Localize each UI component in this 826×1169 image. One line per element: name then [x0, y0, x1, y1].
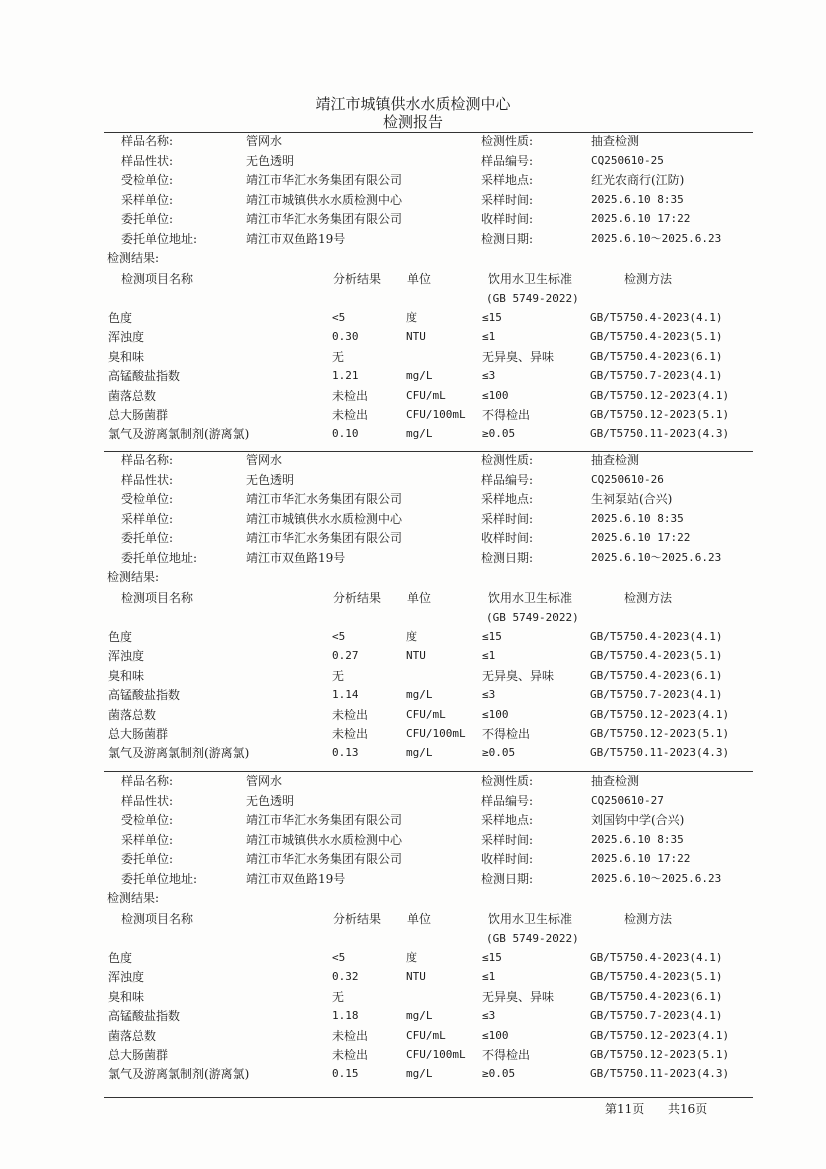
- info-value-sampling-site: 生祠泵站(合兴): [591, 492, 673, 506]
- col-header-standard-code: (GB 5749-2022): [486, 932, 579, 945]
- info-value-sample-property: 无色透明: [246, 472, 295, 487]
- row-method: GB/T5750.4-2023(5.1): [590, 649, 723, 663]
- col-header-result: 分析结果: [333, 912, 382, 926]
- row-result: 0.10: [332, 427, 359, 441]
- row-item: 色度: [108, 311, 133, 325]
- col-header-standard-code: (GB 5749-2022): [486, 292, 579, 305]
- row-item: 氯气及游离氯制剂(游离氯): [108, 746, 250, 761]
- row-item: 色度: [108, 951, 133, 965]
- row-method: GB/T5750.12-2023(5.1): [590, 408, 730, 421]
- row-unit: mg/L: [406, 369, 433, 383]
- row-item: 色度: [108, 630, 133, 644]
- results-label: 检测结果:: [107, 891, 160, 905]
- bottom-rule: [104, 1097, 753, 1098]
- row-result: 未检出: [332, 1028, 369, 1043]
- row-result: 0.15: [332, 1067, 359, 1081]
- row-standard: ≥0.05: [482, 427, 516, 441]
- col-header-result: 分析结果: [333, 591, 382, 605]
- info-label-sampling-site: 采样地点:: [481, 492, 534, 506]
- info-label-entrust-unit: 委托单位:: [121, 852, 174, 866]
- row-result: 未检出: [332, 707, 369, 722]
- section-divider-2: [104, 771, 753, 772]
- col-header-item: 检测项目名称: [121, 912, 194, 926]
- info-value-sample-property: 无色透明: [246, 153, 295, 168]
- row-method: GB/T5750.11-2023(4.3): [590, 1067, 730, 1081]
- info-label-test-nature: 检测性质:: [481, 134, 534, 148]
- info-label-sample-no: 样品编号:: [481, 793, 534, 808]
- row-unit: CFU/100mL: [406, 1048, 466, 1061]
- row-standard: 无异臭、异味: [482, 349, 555, 364]
- info-value-sample-name: 管网水: [246, 134, 283, 148]
- info-value-sampling-site: 红光农商行(江防): [591, 173, 685, 187]
- info-label-sample-name: 样品名称:: [121, 774, 174, 788]
- info-label-sampling-unit: 采样单位:: [121, 511, 174, 526]
- info-value-sampling-site: 刘国钧中学(合兴): [591, 813, 685, 827]
- row-result: 0.32: [332, 970, 359, 984]
- info-value-sampling-unit: 靖江市城镇供水水质检测中心: [246, 832, 403, 847]
- row-method: GB/T5750.4-2023(6.1): [590, 668, 723, 682]
- row-result: <5: [332, 951, 346, 964]
- row-method: GB/T5750.4-2023(4.1): [590, 630, 723, 643]
- row-item: 菌落总数: [108, 1028, 157, 1043]
- row-standard: ≤1: [482, 970, 496, 984]
- info-label-sample-no: 样品编号:: [481, 472, 534, 487]
- top-rule: [104, 132, 753, 133]
- col-header-method: 检测方法: [624, 591, 673, 605]
- info-value-entrust-unit: 靖江市华汇水务集团有限公司: [246, 212, 403, 226]
- row-unit: mg/L: [406, 746, 433, 760]
- row-result: 未检出: [332, 727, 369, 741]
- row-result: 无: [332, 668, 345, 683]
- info-value-entrust-unit: 靖江市华汇水务集团有限公司: [246, 531, 403, 545]
- row-standard: 无异臭、异味: [482, 668, 555, 683]
- info-label-test-date: 检测日期:: [481, 231, 534, 246]
- info-value-test-date: 2025.6.10～2025.6.23: [591, 550, 722, 564]
- row-method: GB/T5750.12-2023(4.1): [590, 707, 730, 721]
- row-standard: ≤3: [482, 369, 496, 383]
- info-value-test-nature: 抽查检测: [591, 134, 640, 148]
- info-value-sample-property: 无色透明: [246, 793, 295, 808]
- row-standard: ≤100: [482, 388, 509, 402]
- row-method: GB/T5750.11-2023(4.3): [590, 427, 730, 441]
- section-divider-1: [104, 451, 753, 452]
- row-item: 浑浊度: [108, 649, 145, 664]
- row-standard: 不得检出: [482, 727, 531, 741]
- row-unit: mg/L: [406, 427, 433, 441]
- row-result: 未检出: [332, 408, 369, 422]
- row-standard: 不得检出: [482, 1048, 531, 1062]
- row-item: 总大肠菌群: [108, 408, 169, 422]
- info-label-sample-property: 样品性状:: [121, 793, 174, 808]
- info-value-entrust-address: 靖江市双鱼路19号: [246, 871, 346, 886]
- row-unit: NTU: [406, 649, 426, 663]
- info-label-inspected-unit: 受检单位:: [121, 813, 174, 827]
- row-item: 臭和味: [108, 349, 145, 364]
- row-result: <5: [332, 311, 346, 324]
- info-value-entrust-address: 靖江市双鱼路19号: [246, 550, 346, 565]
- col-header-method: 检测方法: [624, 912, 673, 926]
- info-label-test-nature: 检测性质:: [481, 774, 534, 788]
- row-standard: ≤100: [482, 707, 509, 721]
- row-result: 1.14: [332, 688, 359, 702]
- info-label-entrust-unit: 委托单位:: [121, 212, 174, 226]
- row-unit: mg/L: [406, 688, 433, 702]
- row-method: GB/T5750.7-2023(4.1): [590, 369, 723, 383]
- info-value-inspected-unit: 靖江市华汇水务集团有限公司: [246, 813, 403, 827]
- row-standard: 无异臭、异味: [482, 989, 555, 1004]
- info-value-sampling-unit: 靖江市城镇供水水质检测中心: [246, 511, 403, 526]
- row-method: GB/T5750.7-2023(4.1): [590, 1009, 723, 1023]
- row-item: 菌落总数: [108, 707, 157, 722]
- info-label-sample-name: 样品名称:: [121, 453, 174, 467]
- row-item: 浑浊度: [108, 330, 145, 345]
- info-value-sample-no: CQ250610-26: [591, 472, 664, 486]
- row-unit: mg/L: [406, 1067, 433, 1081]
- info-label-sampling-time: 采样时间:: [481, 511, 534, 526]
- row-method: GB/T5750.4-2023(6.1): [590, 349, 723, 363]
- col-header-standard: 饮用水卫生标准: [488, 272, 573, 286]
- info-value-receive-time: 2025.6.10 17:22: [591, 531, 691, 544]
- row-item: 菌落总数: [108, 388, 157, 403]
- col-header-standard: 饮用水卫生标准: [488, 591, 573, 605]
- row-standard: ≤3: [482, 1009, 496, 1023]
- row-result: <5: [332, 630, 346, 643]
- info-label-sampling-time: 采样时间:: [481, 832, 534, 847]
- row-standard: ≤100: [482, 1028, 509, 1042]
- row-method: GB/T5750.12-2023(4.1): [590, 1028, 730, 1042]
- row-item: 总大肠菌群: [108, 727, 169, 741]
- row-result: 无: [332, 349, 345, 364]
- info-label-test-date: 检测日期:: [481, 871, 534, 886]
- info-value-sampling-time: 2025.6.10 8:35: [591, 192, 684, 206]
- col-header-standard: 饮用水卫生标准: [488, 912, 573, 926]
- info-value-sample-name: 管网水: [246, 453, 283, 467]
- row-standard: ≥0.05: [482, 746, 516, 760]
- info-label-entrust-address: 委托单位地址:: [121, 550, 198, 565]
- info-label-receive-time: 收样时间:: [481, 212, 534, 226]
- row-result: 1.21: [332, 369, 359, 383]
- row-unit: 度: [406, 630, 417, 643]
- row-standard: ≤1: [482, 330, 496, 344]
- info-value-inspected-unit: 靖江市华汇水务集团有限公司: [246, 492, 403, 506]
- info-label-sampling-site: 采样地点:: [481, 173, 534, 187]
- info-value-entrust-address: 靖江市双鱼路19号: [246, 231, 346, 246]
- info-label-sampling-time: 采样时间:: [481, 192, 534, 207]
- row-item: 氯气及游离氯制剂(游离氯): [108, 427, 250, 442]
- info-value-sample-name: 管网水: [246, 774, 283, 788]
- row-method: GB/T5750.4-2023(4.1): [590, 311, 723, 324]
- row-unit: 度: [406, 951, 417, 964]
- row-item: 浑浊度: [108, 970, 145, 985]
- info-label-inspected-unit: 受检单位:: [121, 492, 174, 506]
- info-label-sampling-unit: 采样单位:: [121, 192, 174, 207]
- row-method: GB/T5750.12-2023(5.1): [590, 1048, 730, 1061]
- row-item: 高锰酸盐指数: [108, 688, 181, 703]
- info-label-sampling-unit: 采样单位:: [121, 832, 174, 847]
- info-label-receive-time: 收样时间:: [481, 531, 534, 545]
- col-header-standard-code: (GB 5749-2022): [486, 611, 579, 624]
- row-method: GB/T5750.12-2023(5.1): [590, 727, 730, 740]
- row-item: 高锰酸盐指数: [108, 369, 181, 384]
- info-value-test-nature: 抽查检测: [591, 774, 640, 788]
- row-standard: ≥0.05: [482, 1067, 516, 1081]
- row-unit: CFU/mL: [406, 707, 446, 721]
- info-value-test-date: 2025.6.10～2025.6.23: [591, 231, 722, 245]
- row-item: 高锰酸盐指数: [108, 1009, 181, 1024]
- row-method: GB/T5750.7-2023(4.1): [590, 688, 723, 702]
- row-unit: NTU: [406, 330, 426, 344]
- row-standard: ≤1: [482, 649, 496, 663]
- info-value-sampling-time: 2025.6.10 8:35: [591, 832, 684, 846]
- org-title: 靖江市城镇供水水质检测中心: [315, 95, 511, 113]
- info-label-entrust-address: 委托单位地址:: [121, 231, 198, 246]
- row-result: 无: [332, 989, 345, 1004]
- row-method: GB/T5750.4-2023(4.1): [590, 951, 723, 964]
- col-header-unit: 单位: [407, 591, 432, 605]
- row-unit: NTU: [406, 970, 426, 984]
- row-method: GB/T5750.4-2023(6.1): [590, 989, 723, 1003]
- col-header-method: 检测方法: [624, 272, 673, 286]
- col-header-result: 分析结果: [333, 272, 382, 286]
- page-total: 共16页: [668, 1102, 708, 1116]
- row-unit: CFU/100mL: [406, 727, 466, 740]
- info-label-sample-property: 样品性状:: [121, 472, 174, 487]
- info-label-test-date: 检测日期:: [481, 550, 534, 565]
- row-item: 氯气及游离氯制剂(游离氯): [108, 1067, 250, 1082]
- row-result: 1.18: [332, 1009, 359, 1023]
- row-method: GB/T5750.11-2023(4.3): [590, 746, 730, 760]
- row-standard: 不得检出: [482, 408, 531, 422]
- info-value-receive-time: 2025.6.10 17:22: [591, 852, 691, 865]
- row-standard: ≤15: [482, 951, 502, 964]
- info-value-test-nature: 抽查检测: [591, 453, 640, 467]
- row-result: 0.30: [332, 330, 359, 344]
- col-header-item: 检测项目名称: [121, 591, 194, 605]
- row-unit: CFU/mL: [406, 388, 446, 402]
- info-label-sample-property: 样品性状:: [121, 153, 174, 168]
- row-standard: ≤3: [482, 688, 496, 702]
- info-label-sample-name: 样品名称:: [121, 134, 174, 148]
- row-method: GB/T5750.4-2023(5.1): [590, 330, 723, 344]
- row-item: 总大肠菌群: [108, 1048, 169, 1062]
- row-result: 未检出: [332, 1048, 369, 1062]
- row-unit: CFU/100mL: [406, 408, 466, 421]
- results-label: 检测结果:: [107, 251, 160, 265]
- row-standard: ≤15: [482, 630, 502, 643]
- info-value-sample-no: CQ250610-25: [591, 153, 664, 167]
- row-item: 臭和味: [108, 668, 145, 683]
- row-unit: 度: [406, 311, 417, 324]
- info-value-sample-no: CQ250610-27: [591, 793, 664, 807]
- row-unit: mg/L: [406, 1009, 433, 1023]
- info-label-sample-no: 样品编号:: [481, 153, 534, 168]
- row-standard: ≤15: [482, 311, 502, 324]
- info-value-test-date: 2025.6.10～2025.6.23: [591, 871, 722, 885]
- info-label-receive-time: 收样时间:: [481, 852, 534, 866]
- info-value-entrust-unit: 靖江市华汇水务集团有限公司: [246, 852, 403, 866]
- info-label-entrust-address: 委托单位地址:: [121, 871, 198, 886]
- row-result: 0.13: [332, 746, 359, 760]
- col-header-unit: 单位: [407, 912, 432, 926]
- page-current: 第11页: [605, 1102, 645, 1116]
- info-value-sampling-time: 2025.6.10 8:35: [591, 511, 684, 525]
- col-header-item: 检测项目名称: [121, 272, 194, 286]
- info-value-receive-time: 2025.6.10 17:22: [591, 212, 691, 225]
- info-label-test-nature: 检测性质:: [481, 453, 534, 467]
- info-label-entrust-unit: 委托单位:: [121, 531, 174, 545]
- results-label: 检测结果:: [107, 570, 160, 584]
- row-result: 0.27: [332, 649, 359, 663]
- info-value-sampling-unit: 靖江市城镇供水水质检测中心: [246, 192, 403, 207]
- row-method: GB/T5750.4-2023(5.1): [590, 970, 723, 984]
- row-item: 臭和味: [108, 989, 145, 1004]
- info-label-inspected-unit: 受检单位:: [121, 173, 174, 187]
- info-label-sampling-site: 采样地点:: [481, 813, 534, 827]
- report-title: 检测报告: [382, 113, 443, 131]
- row-method: GB/T5750.12-2023(4.1): [590, 388, 730, 402]
- info-value-inspected-unit: 靖江市华汇水务集团有限公司: [246, 173, 403, 187]
- row-result: 未检出: [332, 388, 369, 403]
- row-unit: CFU/mL: [406, 1028, 446, 1042]
- col-header-unit: 单位: [407, 272, 432, 286]
